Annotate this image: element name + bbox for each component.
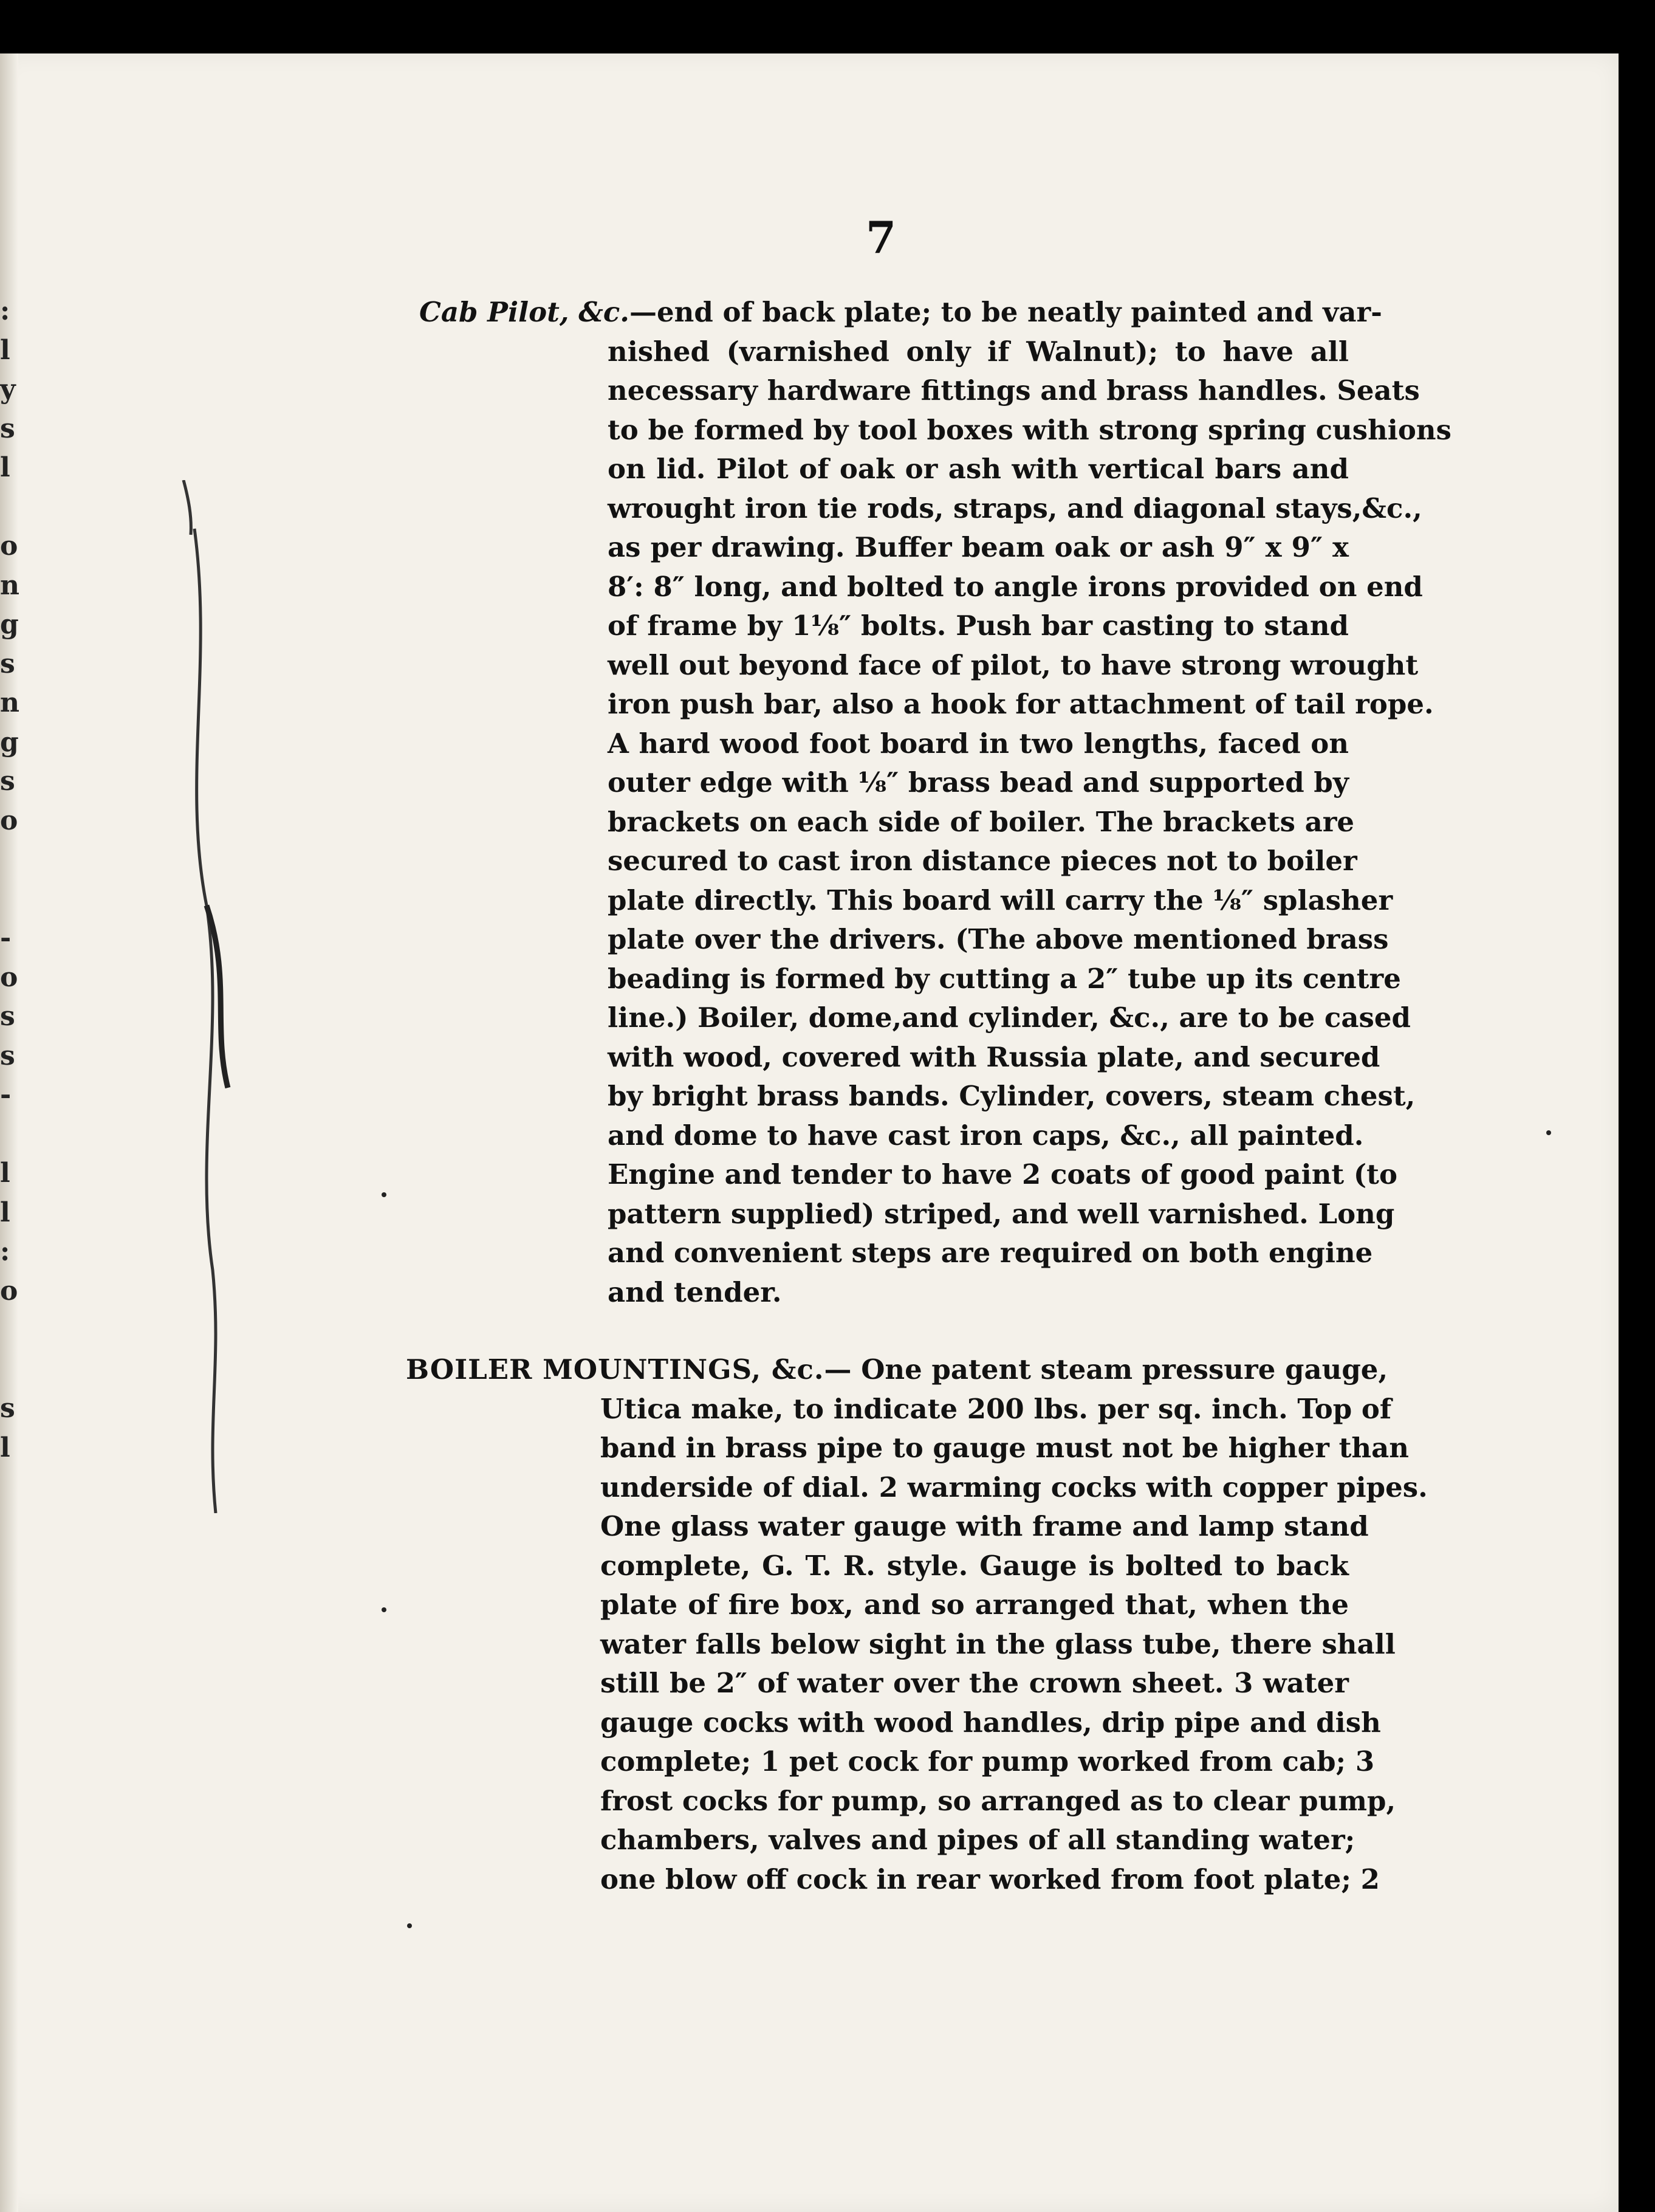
speck-mark (407, 1923, 412, 1928)
margin-fragment: s (0, 1001, 15, 1032)
text-line: on lid. Pilot of oak or ash with vertical bars and (608, 453, 1349, 485)
margin-fragment: l (0, 1158, 10, 1189)
text-line: still be 2″ of water over the crown sheet. 3 water (600, 1667, 1349, 1699)
margin-fragment: - (0, 922, 12, 953)
text-line: iron push bar, also a hook for attachment of tail rope. (608, 688, 1434, 720)
text-line: Engine and tender to have 2 coats of good paint (to (608, 1158, 1397, 1190)
text-line: A hard wood foot board in two lengths, faced on (608, 727, 1349, 760)
text-line: outer edge with ⅛″ brass bead and supported by (608, 766, 1349, 799)
margin-fragment: : (0, 295, 10, 326)
margin-fragment: s (0, 1393, 15, 1424)
margin-fragment: s (0, 1040, 15, 1071)
text-line: plate over the drivers. (The above mentioned brass (608, 923, 1389, 955)
margin-fragment: s (0, 766, 15, 797)
text-line: wrought iron tie rods, straps, and diagonal stays,&c., (608, 492, 1422, 524)
margin-fragment: l (0, 1197, 10, 1228)
text-line (419, 293, 1382, 332)
text-line: of frame by 1⅛″ bolts. Push bar casting to stand (608, 610, 1349, 642)
speck-mark (1546, 1130, 1551, 1135)
margin-fragment: o (0, 961, 18, 993)
facing-page-margin-fragments (0, 292, 19, 1468)
text-line: frost cocks for pump, so arranged as to clear pump, (600, 1784, 1396, 1817)
margin-fragment (0, 1350, 16, 1390)
text-line: plate directly. This board will carry the ⅛″ splasher (608, 884, 1393, 916)
margin-fragment (0, 840, 16, 880)
text-line: line.) Boiler, dome,and cylinder, &c., are to be cased (608, 1001, 1411, 1034)
margin-fragment: l (0, 452, 10, 483)
paragraph-cab-pilot (419, 293, 1451, 1312)
text-line: by bright brass bands. Cylinder, covers, steam chest, (608, 1080, 1416, 1112)
text-line: to be formed by tool boxes with strong spring cushions (608, 413, 1451, 446)
text-line-body: — One patent steam pressure gauge, (824, 1353, 1388, 1386)
margin-fragment: l (0, 334, 10, 366)
text-line: gauge cocks with wood handles, drip pipe and dish (600, 1706, 1381, 1739)
margin-fragment: - (0, 1079, 12, 1110)
margin-fragment: s (0, 648, 15, 679)
run-in-heading: BOILER MOUNTINGS, &c. (406, 1353, 824, 1386)
text-line (406, 1350, 1388, 1390)
text-line: Utica make, to indicate 200 lbs. per sq. inch. Top of (600, 1392, 1392, 1425)
text-line: chambers, valves and pipes of all standing water; (600, 1824, 1355, 1856)
text-line: underside of dial. 2 warming cocks with copper pipes. (600, 1471, 1428, 1503)
text-line: complete; 1 pet cock for pump worked from cab; 3 (600, 1745, 1375, 1777)
margin-fragment: y (0, 374, 16, 405)
text-line: water falls below sight in the glass tube, there shall (600, 1627, 1396, 1660)
speck-mark (382, 1607, 386, 1612)
text-line: One glass water gauge with frame and lamp stand (600, 1510, 1369, 1542)
run-in-heading: Cab Pilot, &c. (419, 296, 629, 328)
text-line: secured to cast iron distance pieces not to boiler (608, 845, 1357, 877)
text-line: brackets on each side of boiler. The brackets are (608, 805, 1355, 838)
margin-fragment: n (0, 687, 19, 718)
text-line: with wood, covered with Russia plate, and secured (608, 1040, 1380, 1073)
text-line: 8′: 8″ long, and bolted to angle irons provided on end (608, 570, 1423, 603)
text-line: as per drawing. Buffer beam oak or ash 9″ x 9″ x (608, 531, 1349, 563)
margin-fragment: g (0, 609, 19, 640)
margin-fragment (0, 880, 16, 919)
paragraph-boiler-mountings (406, 1350, 1428, 1899)
margin-fragment: l (0, 1432, 10, 1463)
text-line: well out beyond face of pilot, to have strong wrought (608, 648, 1419, 681)
margin-fragment: n (0, 569, 19, 601)
margin-fragment: : (0, 1236, 10, 1267)
text-line: beading is formed by cutting a 2″ tube up its centre (608, 962, 1401, 995)
text-line: complete, G. T. R. style. Gauge is bolted to back (600, 1549, 1349, 1582)
margin-fragment (0, 488, 16, 527)
margin-fragment (0, 1311, 16, 1350)
page-number: 7 (865, 211, 897, 263)
margin-fragment: g (0, 726, 19, 758)
text-line-body: —end of back plate; to be neatly painted and var- (629, 296, 1382, 328)
margin-fragment: s (0, 413, 15, 444)
text-line: plate of fire box, and so arranged that, when the (600, 1589, 1349, 1621)
text-line: and convenient steps are required on both engine (608, 1237, 1373, 1269)
text-line: and tender. (608, 1276, 782, 1308)
text-line: band in brass pipe to gauge must not be higher than (600, 1432, 1409, 1464)
margin-fragment (0, 1115, 16, 1155)
speck-mark (382, 1192, 386, 1197)
text-line: nished (varnished only if Walnut); to have all (608, 335, 1349, 368)
margin-fragment: o (0, 531, 18, 562)
text-line: one blow off cock in rear worked from foot plate; 2 (600, 1863, 1380, 1895)
text-line: pattern supplied) striped, and well varnished. Long (608, 1197, 1395, 1230)
ink-stroke-mark (170, 480, 243, 1513)
text-line: and dome to have cast iron caps, &c., all painted. (608, 1119, 1364, 1152)
text-line: necessary hardware fittings and brass handles. Seats (608, 374, 1420, 407)
margin-fragment: o (0, 805, 18, 836)
margin-fragment: o (0, 1275, 18, 1307)
